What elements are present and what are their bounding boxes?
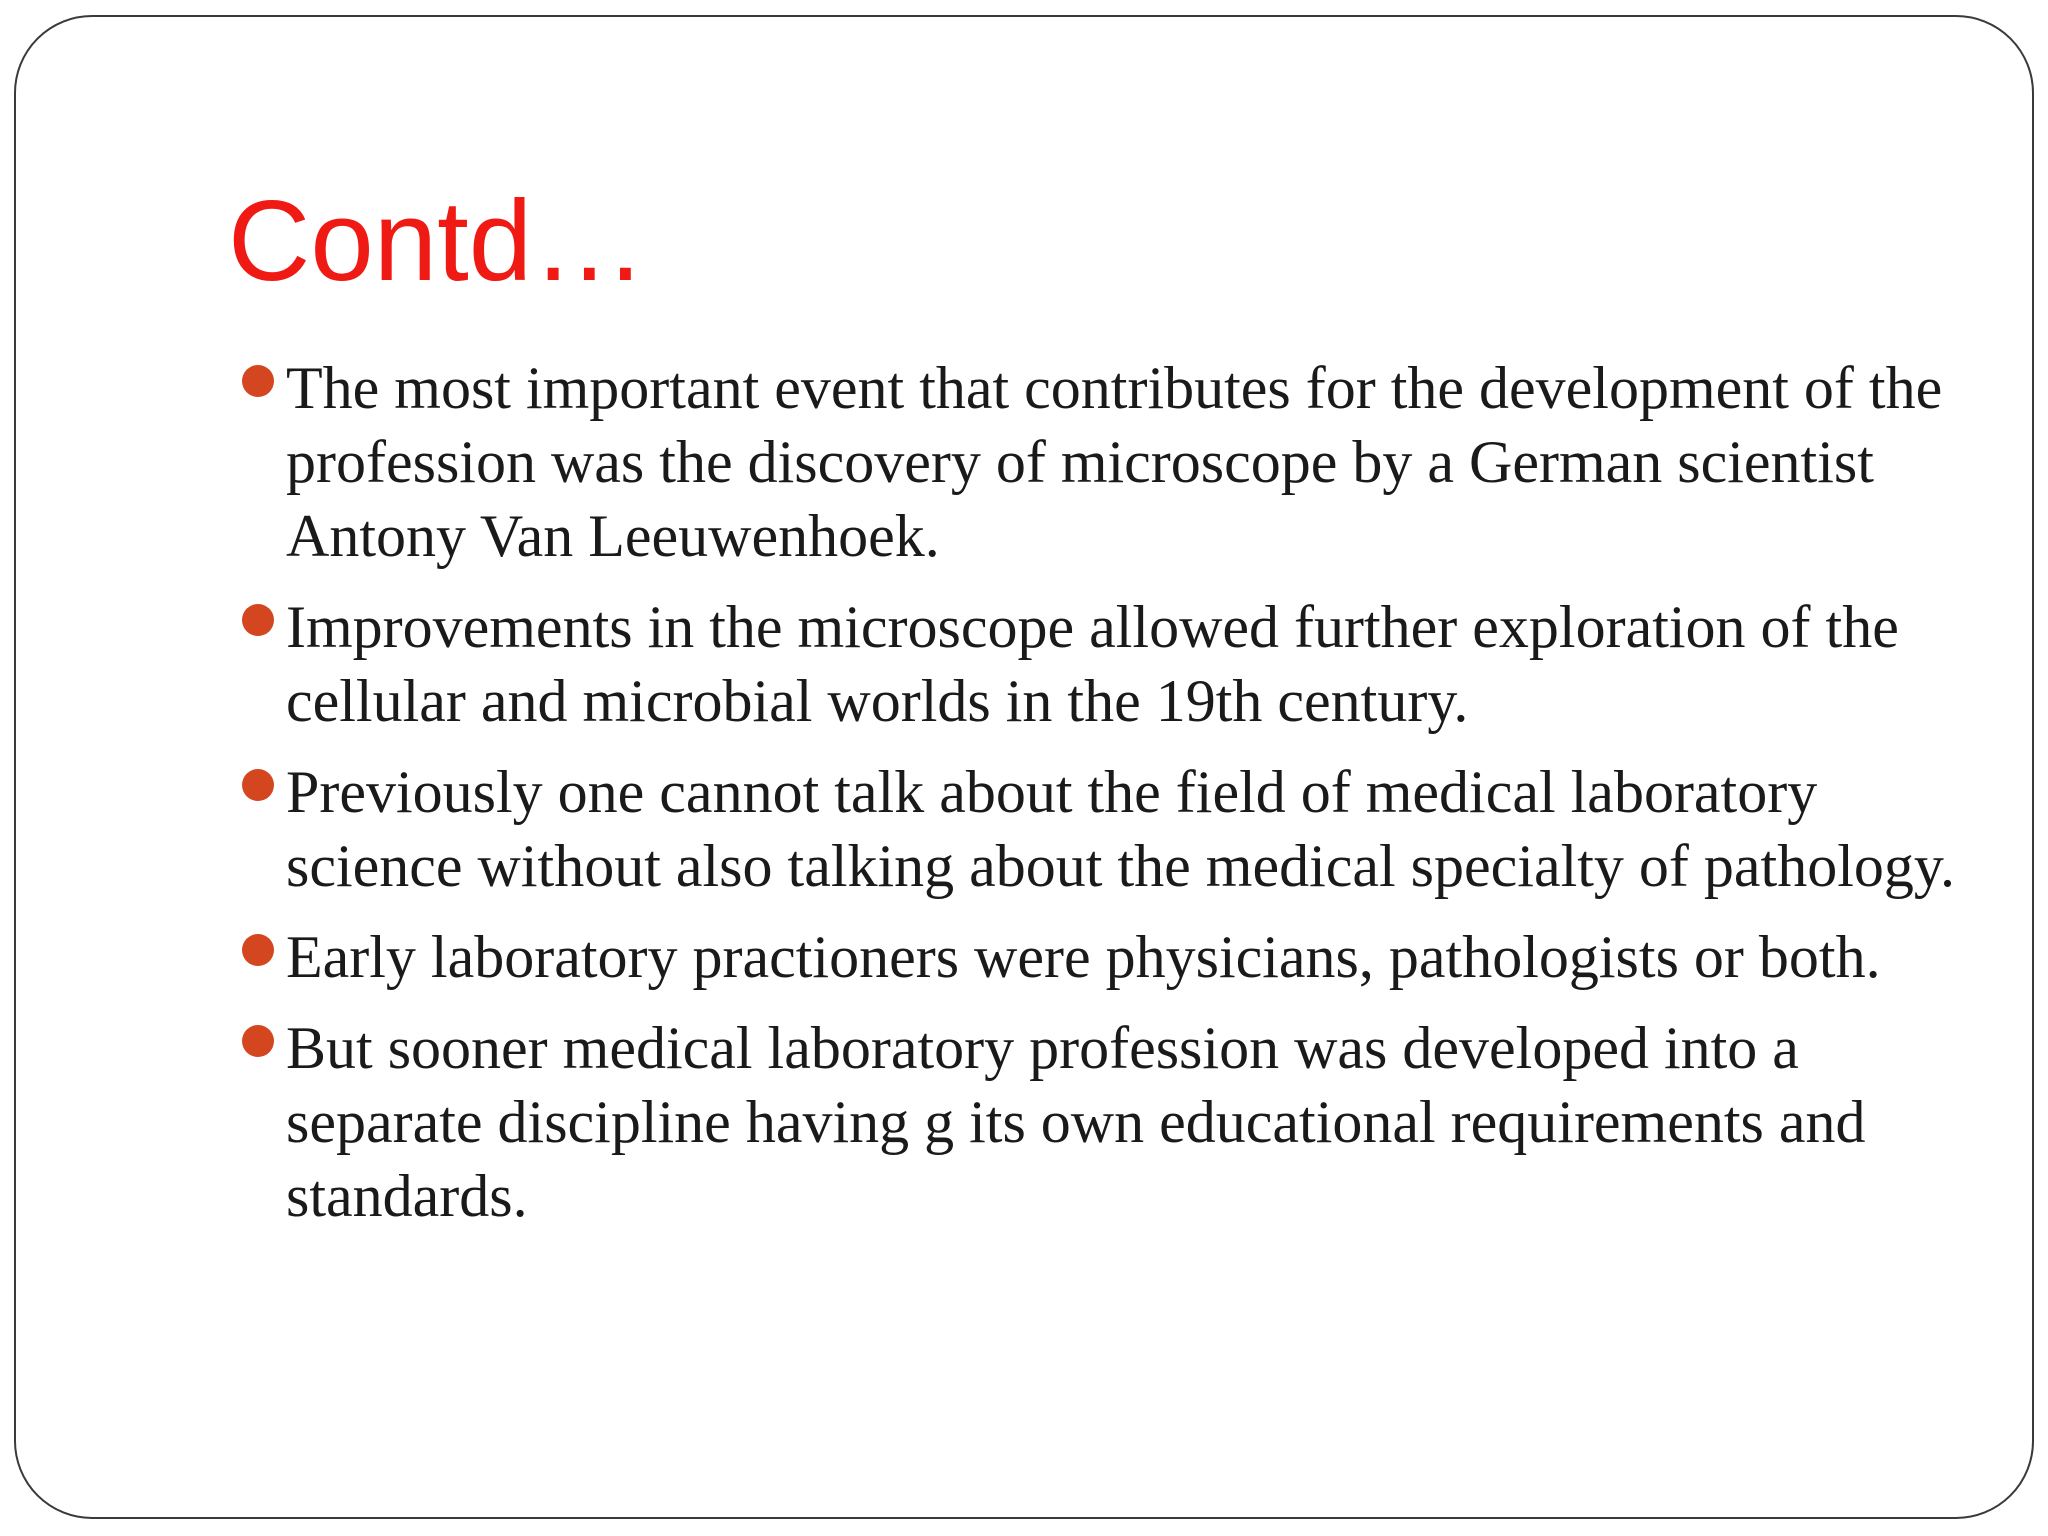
bullet-text: Previously one cannot talk about the field of medical laboratory science without also talking about the medical specialty of pathology.	[286, 759, 1955, 899]
slide	[14, 15, 2034, 1519]
slide-title: Contd…	[228, 178, 647, 305]
bullet-text: Improvements in the microscope allowed further exploration of the cellular and microbial worlds in the 19th century.	[286, 594, 1899, 734]
bullet-item	[286, 1011, 2006, 1233]
bullet-dot-icon	[242, 769, 274, 801]
bullet-text: Early laboratory practioners were physicians, pathologists or both.	[286, 924, 1881, 990]
bullet-dot-icon	[242, 1025, 274, 1057]
bullet-dot-icon	[242, 365, 274, 397]
bullet-item	[286, 590, 2006, 738]
bullet-dot-icon	[242, 604, 274, 636]
bullet-text: But sooner medical laboratory profession was developed into a separate discipline having g its own educational requirements and standards.	[286, 1015, 1866, 1229]
bullet-item	[286, 755, 2006, 903]
bullet-item	[286, 920, 2006, 994]
bullet-dot-icon	[242, 934, 274, 966]
bullet-text: The most important event that contributes for the development of the profession was the discovery of microscope by a German scientist Antony Van Leeuwenhoek.	[286, 355, 1943, 569]
bullet-item	[286, 351, 2006, 573]
bullet-list	[286, 351, 2006, 1250]
